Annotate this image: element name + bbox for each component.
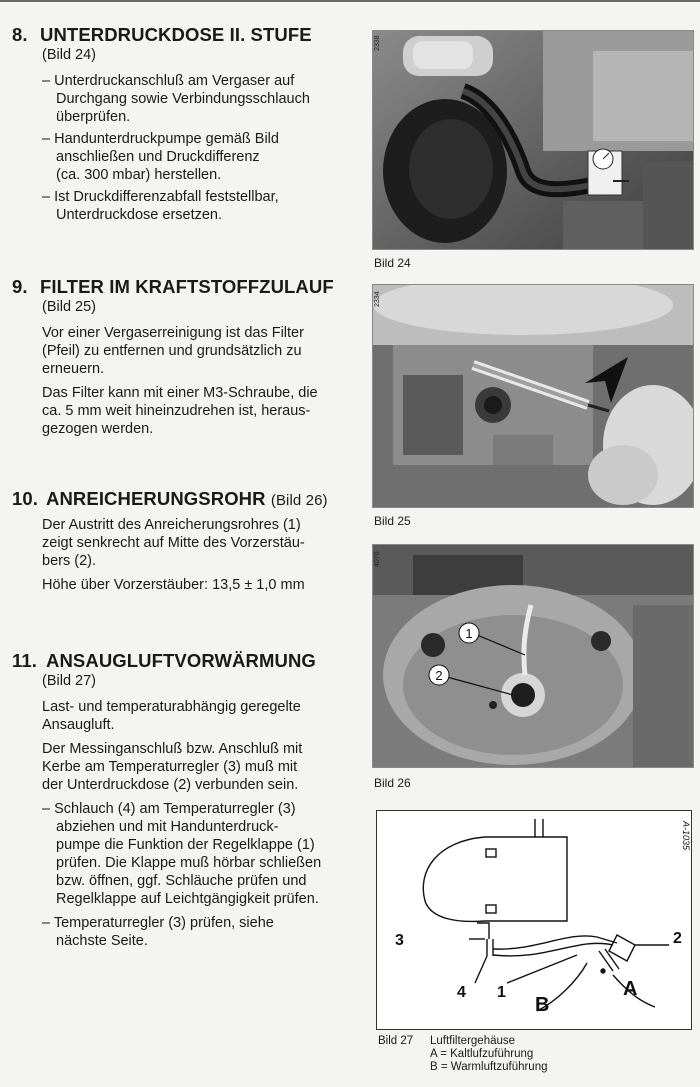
legend-a: A = Kaltlufzuführung xyxy=(430,1048,534,1060)
caption-bild-27 xyxy=(378,1035,698,1074)
section-11-paragraph-2 xyxy=(12,740,352,794)
top-rule xyxy=(0,0,700,2)
paragraph-line: Höhe über Vorzerstäuber: 13,5 ± 1,0 mm xyxy=(42,577,305,593)
section-11-figure-ref: (Bild 27) xyxy=(42,673,96,689)
paragraph-line: ca. 5 mm weit hineinzudrehen ist, heraus- xyxy=(42,403,311,419)
photo-bild-25 xyxy=(372,284,694,508)
section-8-bullet-1 xyxy=(12,72,352,126)
section-8-figure-ref: (Bild 24) xyxy=(42,47,96,63)
section-9-number: 9. xyxy=(12,276,28,297)
paragraph-line: Der Austritt des Anreicherungsrohres (1) xyxy=(42,517,301,533)
enrichment-tube-photo xyxy=(373,545,693,767)
section-8-number: 8. xyxy=(12,24,28,45)
section-9-figure-ref: (Bild 25) xyxy=(42,299,96,315)
bullet-line: bzw. öffnen, ggf. Schläuche prüfen und xyxy=(56,873,307,889)
paragraph-line: Last- und temperaturabhängig geregelte xyxy=(42,699,301,715)
diagram-label-a: A xyxy=(623,978,638,1000)
section-9-paragraph-1 xyxy=(12,324,352,378)
bullet-line: Unterdruckdose ersetzen. xyxy=(56,207,223,223)
section-8-title: UNTERDRUCKDOSE II. STUFE xyxy=(40,24,312,45)
bullet-line: Regelklappe auf Leichtgängigkeit prüfen. xyxy=(56,891,319,907)
legend-b: B = Warmluftzuführung xyxy=(430,1061,548,1073)
bullet-line: überprüfen. xyxy=(56,109,131,125)
paragraph-line: (Pfeil) zu entfernen und grundsätzlich zu xyxy=(42,343,302,359)
section-11-bullet-1 xyxy=(12,800,352,908)
caption-bild-26: Bild 26 xyxy=(374,776,411,790)
section-10-heading xyxy=(12,488,352,512)
paragraph-line: der Unterdruckdose (2) verbunden sein. xyxy=(42,777,299,793)
photo-bild-24 xyxy=(372,30,694,250)
caption-bild-25: Bild 25 xyxy=(374,514,411,528)
section-11-number: 11. xyxy=(12,650,37,671)
bullet-line: pumpe die Funktion der Regelklappe (1) xyxy=(56,837,315,853)
bullet-line: prüfen. Die Klappe muß hörbar schließen xyxy=(56,855,322,871)
callout-label-2: 2 xyxy=(435,668,443,683)
section-10 xyxy=(12,488,352,594)
section-11-heading xyxy=(12,650,352,672)
bullet-line: anschließen und Druckdifferenz xyxy=(56,149,260,165)
caption-bild-27-number: Bild 27 xyxy=(378,1035,414,1047)
paragraph-line: Kerbe am Temperaturregler (3) muß mit xyxy=(42,759,298,775)
photo-code-label: 2338 xyxy=(374,35,381,51)
section-10-paragraph-2 xyxy=(12,576,352,594)
air-filter-housing-diagram xyxy=(377,811,691,1029)
section-8-bullet-2 xyxy=(12,130,352,184)
diagram-label-1: 1 xyxy=(497,984,506,1001)
section-9 xyxy=(12,276,352,438)
paragraph-line: Vor einer Vergaserreinigung ist das Filter xyxy=(42,325,304,341)
section-10-paragraph-1 xyxy=(12,516,352,570)
diagram-code-label: A-1035 xyxy=(681,821,691,851)
section-10-title: ANREICHERUNGSROHR xyxy=(46,488,266,509)
section-11-title: ANSAUGLUFTVORWÄRMUNG xyxy=(46,650,316,671)
bullet-line: (ca. 300 mbar) herstellen. xyxy=(56,167,222,183)
paragraph-line: bers (2). xyxy=(42,553,96,569)
section-8-heading xyxy=(12,24,352,46)
photo-code-label: 2334 xyxy=(374,291,381,307)
section-10-figure-ref: (Bild 26) xyxy=(270,492,328,509)
bullet-line: Durchgang sowie Verbindungsschlauch xyxy=(56,91,310,107)
bullet-line: – Ist Druckdifferenzabfall feststellbar, xyxy=(42,189,279,205)
diagram-label-3: 3 xyxy=(395,932,404,949)
callout-label-1: 1 xyxy=(465,626,473,641)
paragraph-line: Das Filter kann mit einer M3-Schraube, die xyxy=(42,385,318,401)
section-8-bullet-3 xyxy=(12,188,352,224)
section-11-paragraph-1 xyxy=(12,698,352,734)
bullet-line: nächste Seite. xyxy=(56,933,148,949)
section-8 xyxy=(12,24,352,224)
paragraph-line: Ansaugluft. xyxy=(42,717,115,733)
paragraph-line: gezogen werden. xyxy=(42,421,154,437)
bullet-line: – Schlauch (4) am Temperaturregler (3) xyxy=(42,801,296,817)
diagram-label-2: 2 xyxy=(673,930,682,947)
section-11 xyxy=(12,650,352,950)
carburetor-vacuum-unit-photo xyxy=(373,31,693,249)
paragraph-line: zeigt senkrecht auf Mitte des Vorzerstäu- xyxy=(42,535,305,551)
paragraph-line: erneuern. xyxy=(42,361,105,377)
section-9-paragraph-2 xyxy=(12,384,352,438)
section-11-bullet-2 xyxy=(12,914,352,950)
section-10-number: 10. xyxy=(12,488,39,509)
diagram-bild-27 xyxy=(376,810,692,1030)
paragraph-line: Der Messinganschluß bzw. Anschluß mit xyxy=(42,741,303,757)
caption-bild-24: Bild 24 xyxy=(374,256,411,270)
bullet-line: – Unterdruckanschluß am Vergaser auf xyxy=(42,73,295,89)
bullet-line: – Temperaturregler (3) prüfen, siehe xyxy=(42,915,274,931)
diagram-label-b: B xyxy=(535,994,550,1016)
caption-bild-27-title: Luftfiltergehäuse xyxy=(430,1035,516,1047)
diagram-label-4: 4 xyxy=(457,984,466,1001)
bullet-line: – Handunterdruckpumpe gemäß Bild xyxy=(42,131,279,147)
section-9-title: FILTER IM KRAFTSTOFFZULAUF xyxy=(40,276,334,297)
caption-bild-27-line xyxy=(378,1035,698,1048)
section-9-heading xyxy=(12,276,352,298)
bullet-line: abziehen und mit Handunterdruck- xyxy=(56,819,279,835)
fuel-filter-photo xyxy=(373,285,693,507)
photo-code-label: 4070 xyxy=(374,551,381,567)
photo-bild-26 xyxy=(372,544,694,768)
